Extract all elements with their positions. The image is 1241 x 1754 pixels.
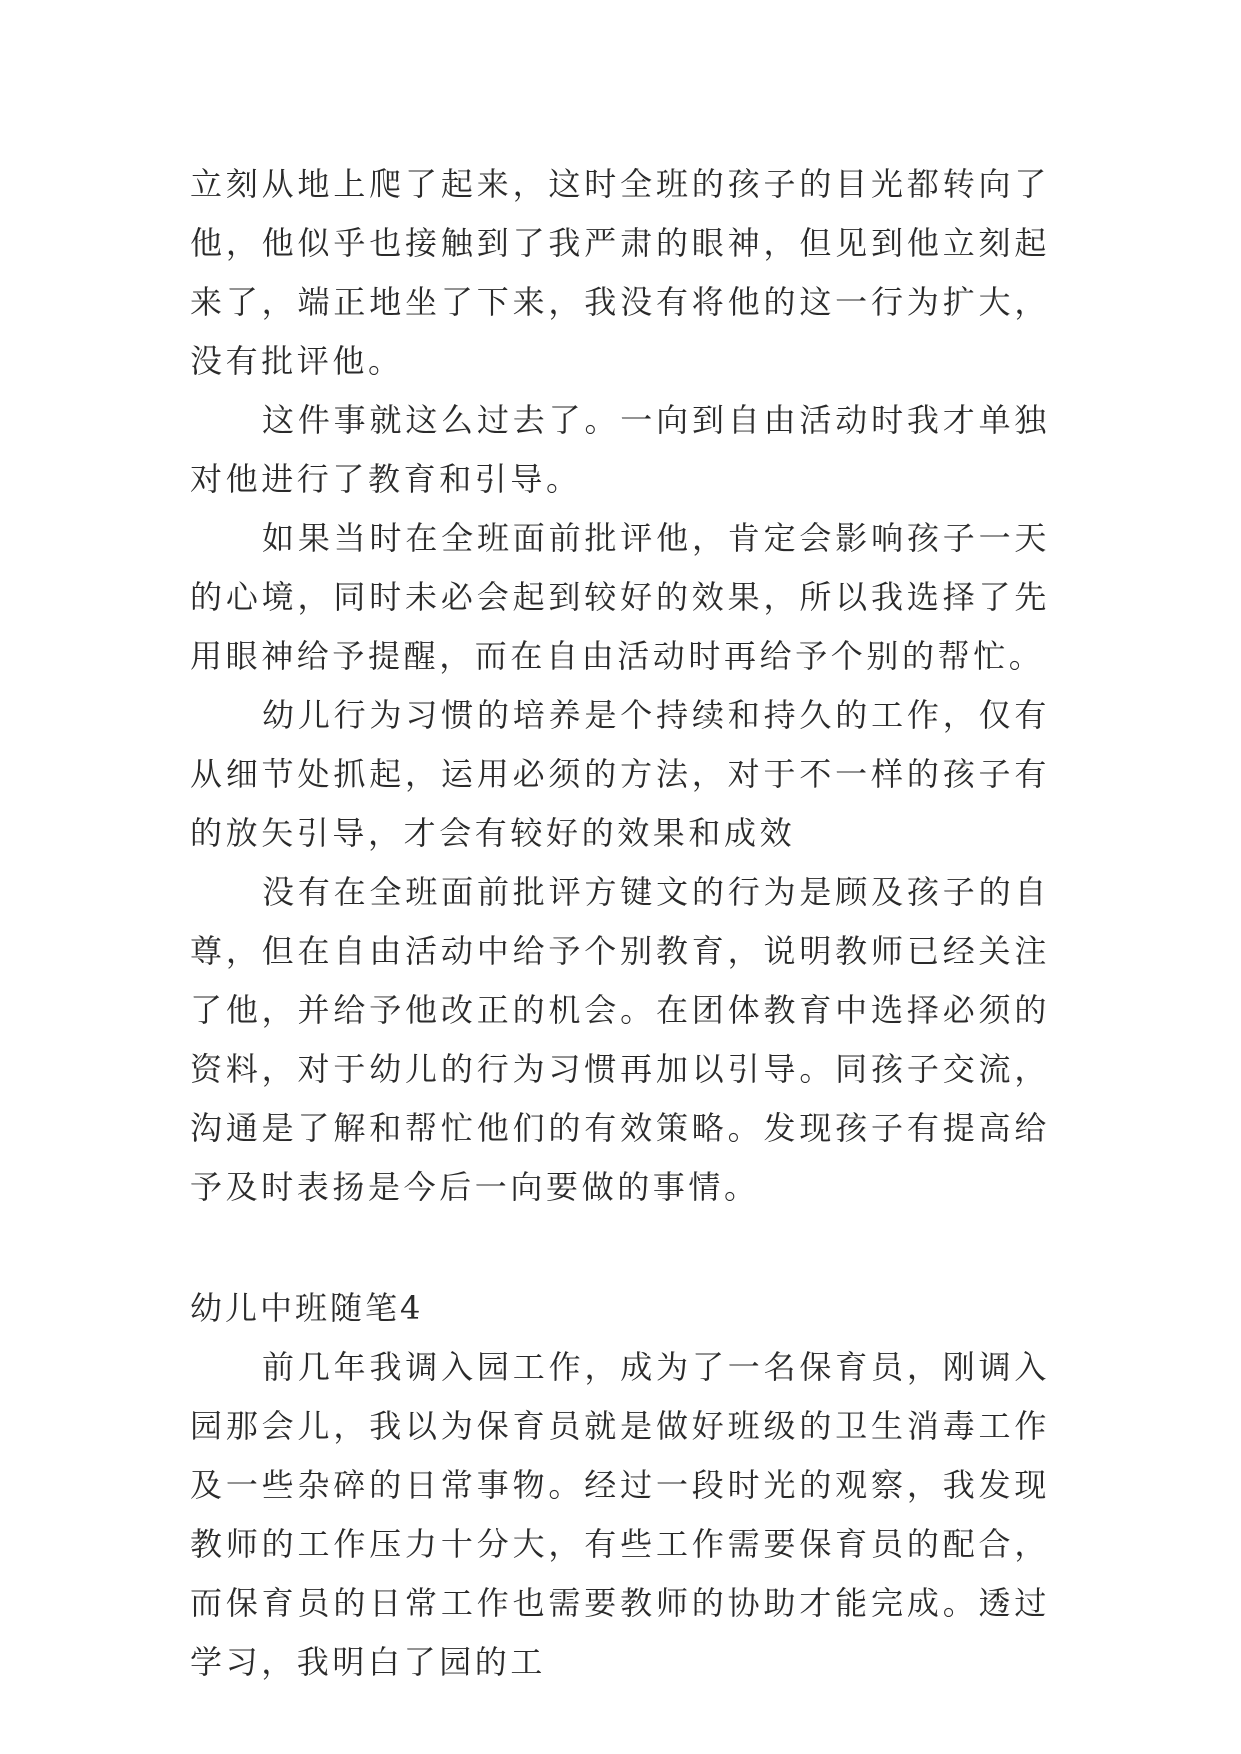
section-heading: 幼儿中班随笔4 <box>190 1289 424 1327</box>
paragraph-continuation: 立刻从地上爬了起来，这时全班的孩子的目光都转向了他，他似乎也接触到了我严肃的眼神，但见到他立刻起来了，端正地坐了下来，我没有将他的这一行为扩大，没有批评他。 <box>190 165 1050 380</box>
paragraph: 如果当时在全班面前批评他，肯定会影响孩子一天的心境，同时未必会起到较好的效果，所以我选择了先用眼神给予提醒，而在自由活动时再给予个别的帮忙。 <box>190 519 1050 675</box>
paragraph: 这件事就这么过去了。一向到自由活动时我才单独对他进行了教育和引导。 <box>190 401 1050 498</box>
document-body <box>190 155 1050 1692</box>
paragraph: 幼儿行为习惯的培养是个持续和持久的工作，仅有从细节处抓起，运用必须的方法，对于不一样的孩子有的放矢引导，才会有较好的效果和成效 <box>190 696 1050 852</box>
paragraph: 前几年我调入园工作，成为了一名保育员，刚调入园那会儿，我以为保育员就是做好班级的卫生消毒工作及一些杂碎的日常事物。经过一段时光的观察，我发现教师的工作压力十分大，有些工作需要保育员的配合，而保育员的日常工作也需要教师的协助才能完成。透过学习，我明白了园的工 <box>190 1348 1050 1681</box>
paragraph: 没有在全班面前批评方键文的行为是顾及孩子的自尊，但在自由活动中给予个别教育，说明教师已经关注了他，并给予他改正的机会。在团体教育中选择必须的资料，对于幼儿的行为习惯再加以引导。同孩子交流，沟通是了解和帮忙他们的有效策略。发现孩子有提高给予及时表扬是今后一向要做的事情。 <box>190 873 1050 1206</box>
